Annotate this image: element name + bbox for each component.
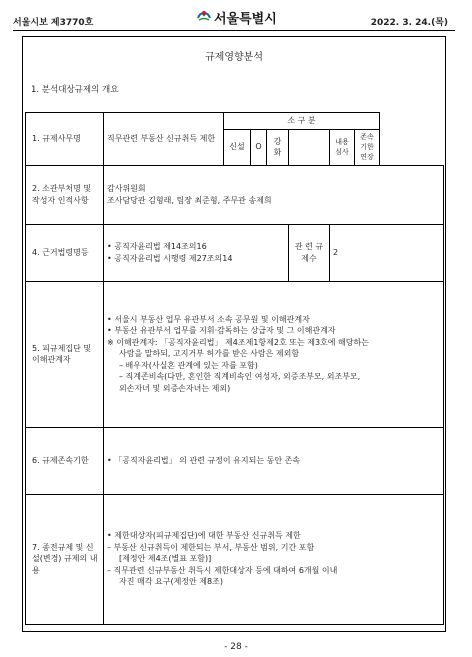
label-regulation-name: 1. 규제사무명 (26, 113, 104, 166)
content-line: [제정안 제4조(별표 포함)] (119, 554, 212, 564)
group-line: 외손자녀 및 외증손자녀는 제외) (119, 384, 231, 394)
opt-new: 신설 (224, 129, 251, 165)
regulation-content-value (104, 494, 444, 624)
article-count-label: 관 련 규제수 (289, 224, 330, 281)
content-line: – 부동산 신규취득이 제한되는 부서, 부동산 범위, 기간 포함 (107, 542, 315, 552)
regulated-group-value (104, 281, 444, 427)
content-line: – 직무관련 신규부동산 취득시 제한대상자 등에 대하여 6개월 이내 (107, 565, 338, 575)
label-retention-period: 6. 규제존속기한 (26, 427, 104, 494)
content-line: 자진 매각 요구(제정안 제8조) (119, 577, 223, 587)
kind-header: 소 구 분 (224, 113, 380, 130)
label-legal-basis: 4. 근거법령명등 (26, 224, 104, 281)
department-value (104, 165, 444, 224)
group-line: • 부동산 유관부서 업무를 지휘·감독하는 상급자 및 그 이해관계자 (107, 326, 336, 336)
seoul-logo (196, 8, 277, 27)
author-info: 조사담당관 김형래, 팀장 최준형, 주무관 송제희 (107, 195, 272, 205)
group-line: – 배우자(사실혼 관계에 있는 자를 포함) (119, 360, 258, 370)
group-line: – 직계존비속(다만, 혼인한 직계비속인 여성자, 외증조부모, 외조부모, (119, 372, 361, 382)
regulation-name-value: 직무관련 부동산 신규취득 제한 (104, 113, 224, 166)
opt-new-checked: O (251, 129, 267, 165)
opt-strengthen: 강화 (267, 129, 289, 165)
gazette-number: 서울시보 제3770호 (13, 18, 94, 28)
org-name: 서울특별시 (214, 12, 277, 27)
content-line: • 제한대상자(피규제집단)에 대한 부동산 신규취득 제한 (107, 531, 301, 541)
legal-basis-value (104, 224, 289, 281)
page-title: 규제영향분석 (205, 52, 263, 63)
department-name: 감사위원회 (107, 184, 146, 193)
law-item: • 공직자윤리법 제14조의16 (107, 242, 207, 251)
regulation-table (25, 112, 444, 625)
seoul-emblem-icon (196, 8, 212, 27)
page-number: - 28 - (224, 642, 248, 652)
group-line: • 서울시 부동산 업무 유관부서 소속 공무원 및 이해관계자 (107, 314, 310, 324)
label-regulation-content: 7. 종전규제 및 신설(변경) 규제의 내용 (26, 494, 104, 624)
law-item: • 공직자윤리법 시행령 제27조의14 (107, 253, 233, 263)
retention-period-value: • 「공직자윤리법」 의 관련 규정이 유지되는 동안 존속 (104, 427, 444, 494)
group-line: 사람을 말하되, 고지거부 허가를 받은 사람은 제외함 (119, 349, 300, 359)
article-count-value: 2 (330, 224, 444, 281)
opt-content-review: 내용심사 (330, 129, 355, 165)
issue-date: 2022. 3. 24.(목) (370, 18, 448, 28)
section-title: 1. 분석대상규제의 개요 (31, 85, 119, 95)
opt-retention: 존속기한연장 (355, 129, 380, 165)
label-regulated-group: 5. 피규제집단 및 이해관계자 (26, 281, 104, 427)
label-department: 2. 소관부처명 및 작성자 인적사항 (26, 165, 104, 224)
header-divider (13, 30, 455, 31)
group-line: ※ 이해관계자: 「공직자윤리법」 제4조제1항제2호 또는 제3호에 해당하는 (107, 337, 369, 347)
